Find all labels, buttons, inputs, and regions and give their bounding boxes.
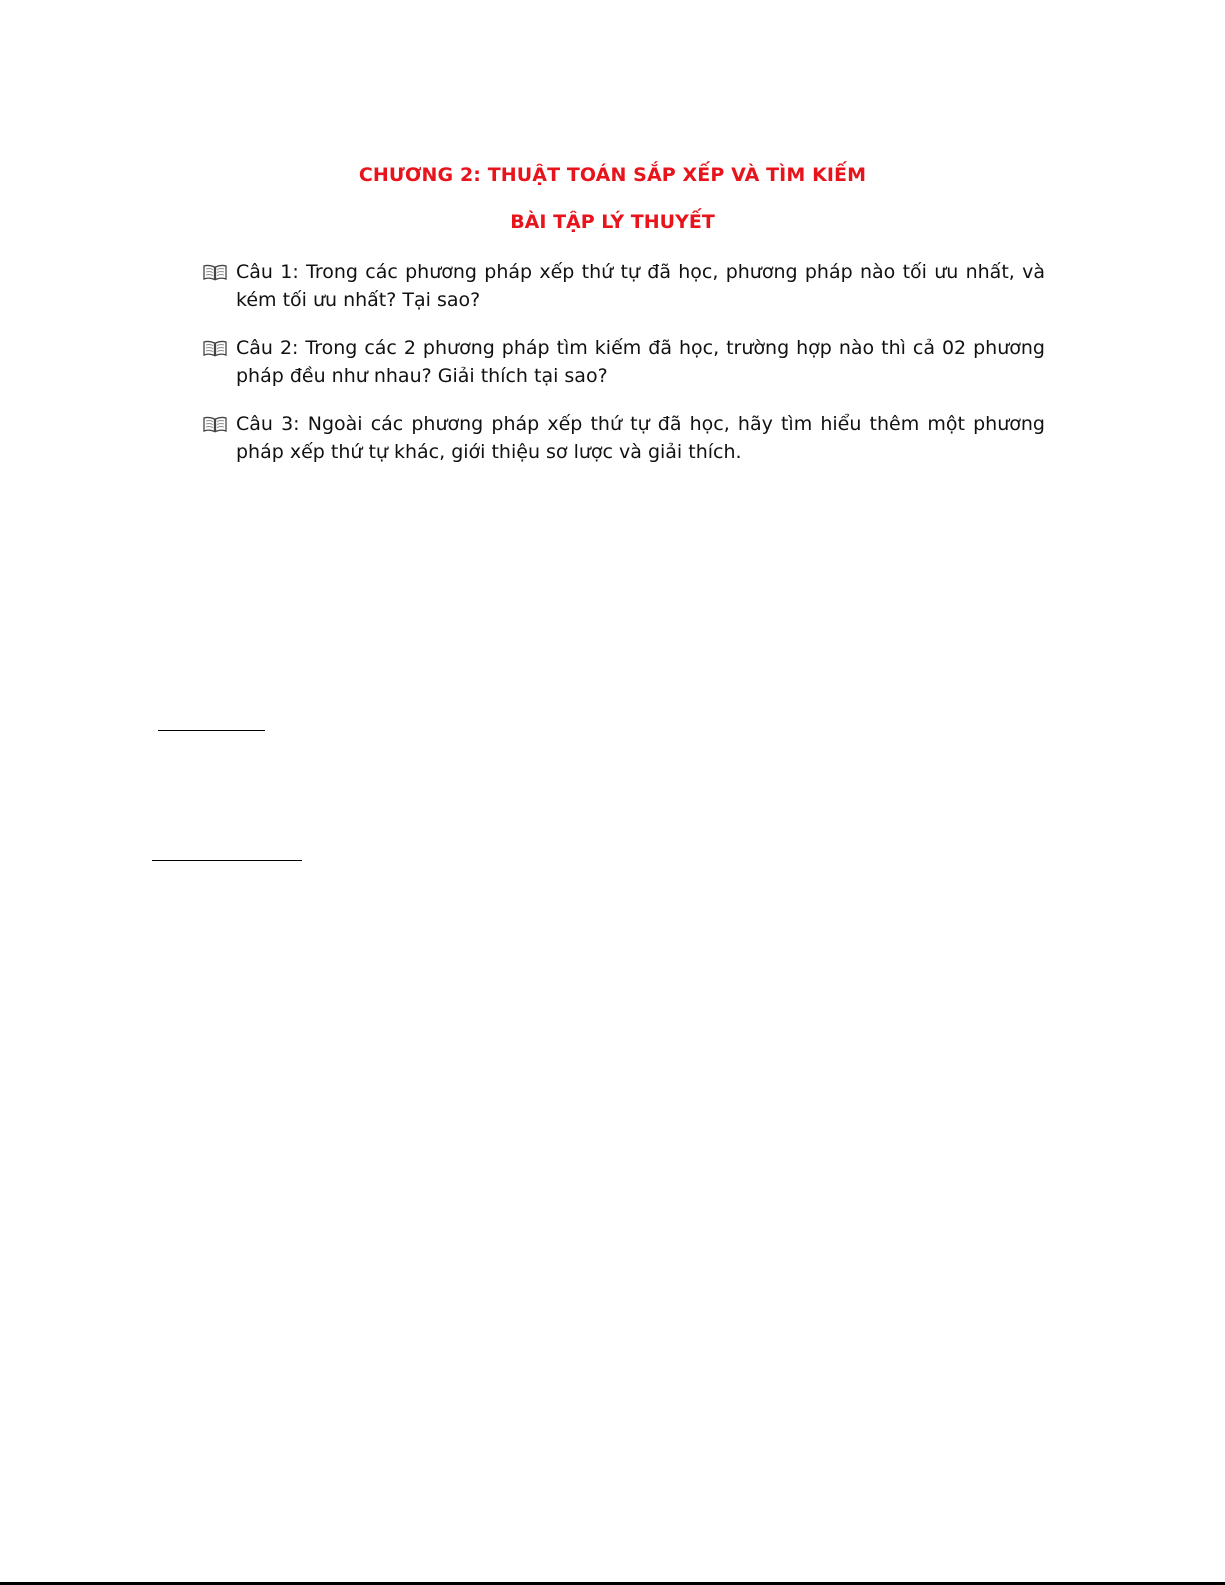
book-icon: [203, 264, 227, 281]
question-text: Câu 3: Ngoài các phương pháp xếp thứ tự đã học, hãy tìm hiểu thêm một phương pháp xếp thứ tự khác, giới thiệu sơ lược và giải thích.: [236, 413, 1045, 463]
book-icon: [203, 340, 227, 357]
question-1: [203, 258, 1045, 314]
question-text: Câu 2: Trong các 2 phương pháp tìm kiếm đã học, trường hợp nào thì cả 02 phương pháp đều như nhau? Giải thích tại sao?: [236, 337, 1045, 387]
question-3: [203, 410, 1045, 466]
section-title: BÀI TẬP LÝ THUYẾT: [510, 211, 715, 233]
question-2: [203, 334, 1045, 390]
book-icon: [203, 416, 227, 433]
short-rule: [158, 730, 265, 731]
question-list: [203, 258, 1045, 486]
short-rule: [152, 860, 302, 861]
chapter-title: CHƯƠNG 2: THUẬT TOÁN SẮP XẾP VÀ TÌM KIẾM: [358, 164, 867, 186]
question-text: Câu 1: Trong các phương pháp xếp thứ tự đã học, phương pháp nào tối ưu nhất, và kém tối ưu nhất? Tại sao?: [236, 261, 1045, 311]
